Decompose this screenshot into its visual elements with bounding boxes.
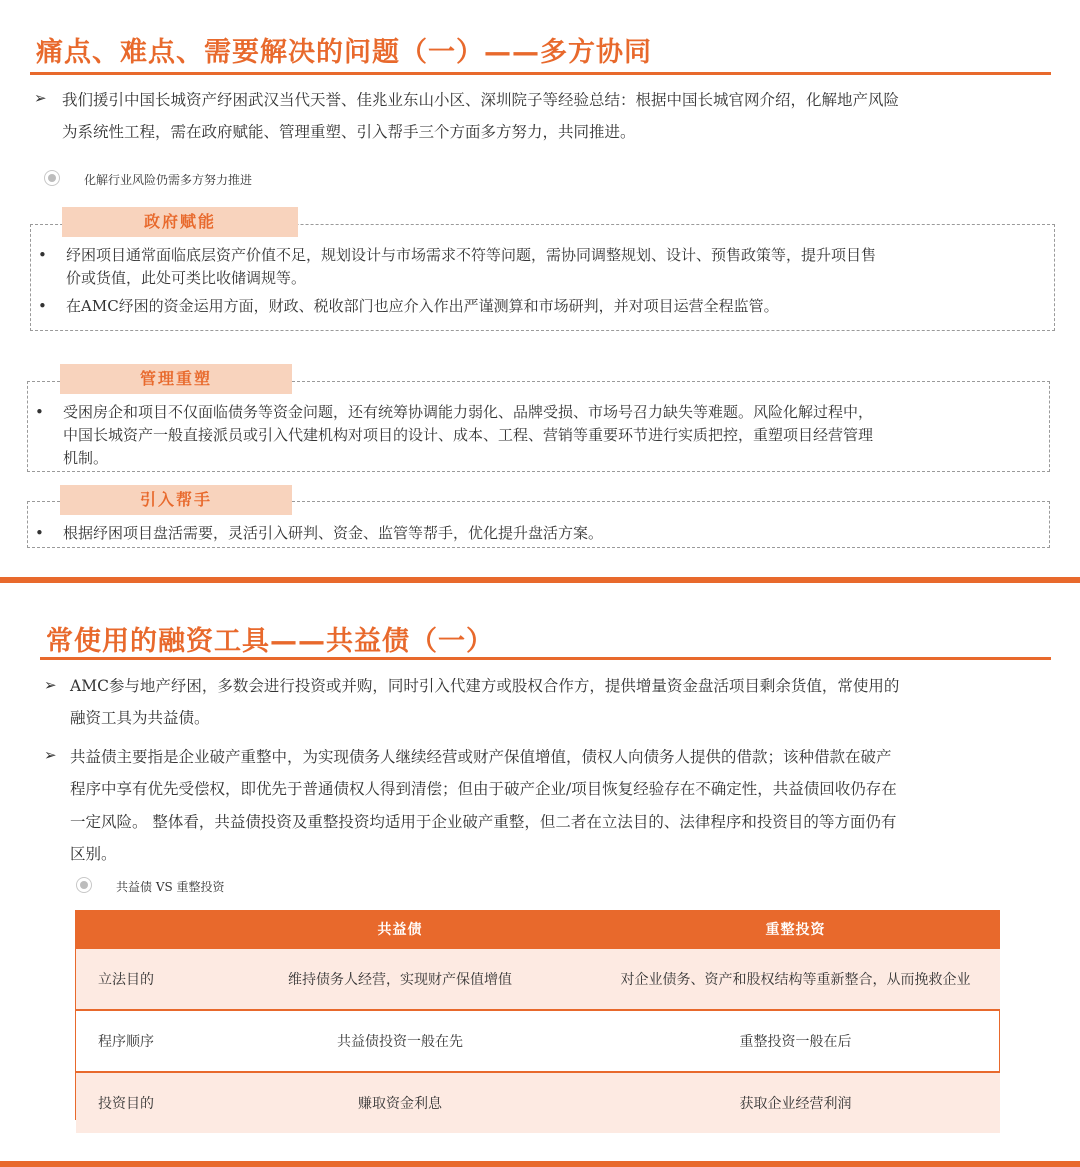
box1-bullet1-line2: 价或货值，此处可类比收储调规等。: [66, 269, 307, 287]
bullet-dot-icon: •: [35, 524, 44, 542]
section2-title-rule: [40, 657, 1051, 660]
arrow-bullet-icon: ➢: [44, 746, 57, 764]
table-cell: 维持债务人经营，实现财产保值增值: [209, 948, 591, 1010]
caption-radio-icon: [44, 170, 60, 186]
table-header-common-benefit-debt: 共益债: [209, 911, 591, 948]
tag-government-empowerment: 政府赋能: [62, 207, 298, 237]
arrow-bullet-icon: ➢: [44, 676, 57, 694]
tag-introduce-helpers: 引入帮手: [60, 485, 292, 515]
section2-p2-line4: 区别。: [70, 845, 117, 863]
table-cell: 共益债投资一般在先: [209, 1010, 591, 1072]
box2-bullet1-line2: 中国长城资产一般直接派员或引入代建机构对项目的设计、成本、工程、营销等重要环节进行实质把控，重塑项目经营管理: [63, 426, 874, 444]
section1-caption: 化解行业风险仍需多方努力推进: [84, 173, 253, 187]
section2-p2-line3: 一定风险。 整体看，共益债投资及重整投资均适用于企业破产重整，但二者在立法目的、法律程序和投资目的等方面仍有: [70, 813, 897, 831]
bottom-rule: [0, 1161, 1080, 1167]
box1-bullet1-line1: 纾困项目通常面临底层资产价值不足，规划设计与市场需求不符等问题，需协同调整规划、设计、预售政策等，提升项目售: [66, 246, 877, 264]
table-cell: 对企业债务、资产和股权结构等重新整合，从而挽救企业: [591, 948, 1000, 1010]
table-row-label: 投资目的: [76, 1072, 209, 1133]
table-header-empty: [76, 911, 209, 948]
slide-divider: [0, 577, 1080, 583]
table-cell: 获取企业经营利润: [591, 1072, 1000, 1133]
box1-bullet2-line1: 在AMC纾困的资金运用方面，财政、税收部门也应介入作出严谨测算和市场研判，并对项目运营全程监管。: [66, 297, 779, 315]
arrow-bullet-icon: ➢: [34, 89, 47, 107]
table-header-restructuring-investment: 重整投资: [591, 911, 1000, 948]
table-row: [76, 1072, 1000, 1133]
box2-bullet1-line3: 机制。: [63, 449, 109, 467]
section2-title: 常使用的融资工具——共益债（一）: [46, 626, 494, 657]
section2-p1-line2: 融资工具为共益债。: [70, 709, 210, 727]
section2-p2-line2: 程序中享有优先受偿权，即优先于普通债权人得到清偿；但由于破产企业/项目恢复经验存在不确定性，共益债回收仍存在: [70, 780, 897, 798]
tag-management-reshaping: 管理重塑: [60, 364, 292, 394]
section2-p2-line1: 共益债主要指是企业破产重整中，为实现债务人继续经营或财产保值增值，债权人向债务人提供的借款；该种借款在破产: [70, 748, 892, 766]
bullet-dot-icon: •: [35, 403, 44, 421]
comparison-table: [75, 910, 1000, 1120]
caption-radio-icon: [76, 877, 92, 893]
section2-caption: 共益债 VS 重整投资: [116, 880, 225, 894]
bullet-dot-icon: •: [38, 297, 47, 315]
box3-bullet1-line1: 根据纾困项目盘活需要，灵活引入研判、资金、监管等帮手，优化提升盘活方案。: [63, 524, 604, 542]
table-row-label: 立法目的: [76, 948, 209, 1010]
box2-bullet1-line1: 受困房企和项目不仅面临债务等资金问题，还有统筹协调能力弱化、品牌受损、市场号召力缺失等难题。风险化解过程中，: [63, 403, 874, 421]
section1-intro-line1: 我们援引中国长城资产纾困武汉当代天誉、佳兆业东山小区、深圳院子等经验总结：根据中国长城官网介绍，化解地产风险: [62, 91, 900, 109]
table-cell: 赚取资金利息: [209, 1072, 591, 1133]
table-row: [76, 1010, 1000, 1072]
bullet-dot-icon: •: [38, 246, 47, 264]
table-row-label: 程序顺序: [76, 1010, 209, 1072]
section1-title-rule: [30, 72, 1051, 75]
section1-intro-line2: 为系统性工程，需在政府赋能、管理重塑、引入帮手三个方面多方努力，共同推进。: [62, 123, 636, 141]
table-cell: 重整投资一般在后: [591, 1010, 1000, 1072]
table-row: [76, 948, 1000, 1010]
section1-title: 痛点、难点、需要解决的问题（一）——多方协同: [36, 37, 652, 68]
section2-p1-line1: AMC参与地产纾困，多数会进行投资或并购，同时引入代建方或股权合作方，提供增量资金盘活项目剩余货值，常使用的: [70, 677, 900, 695]
